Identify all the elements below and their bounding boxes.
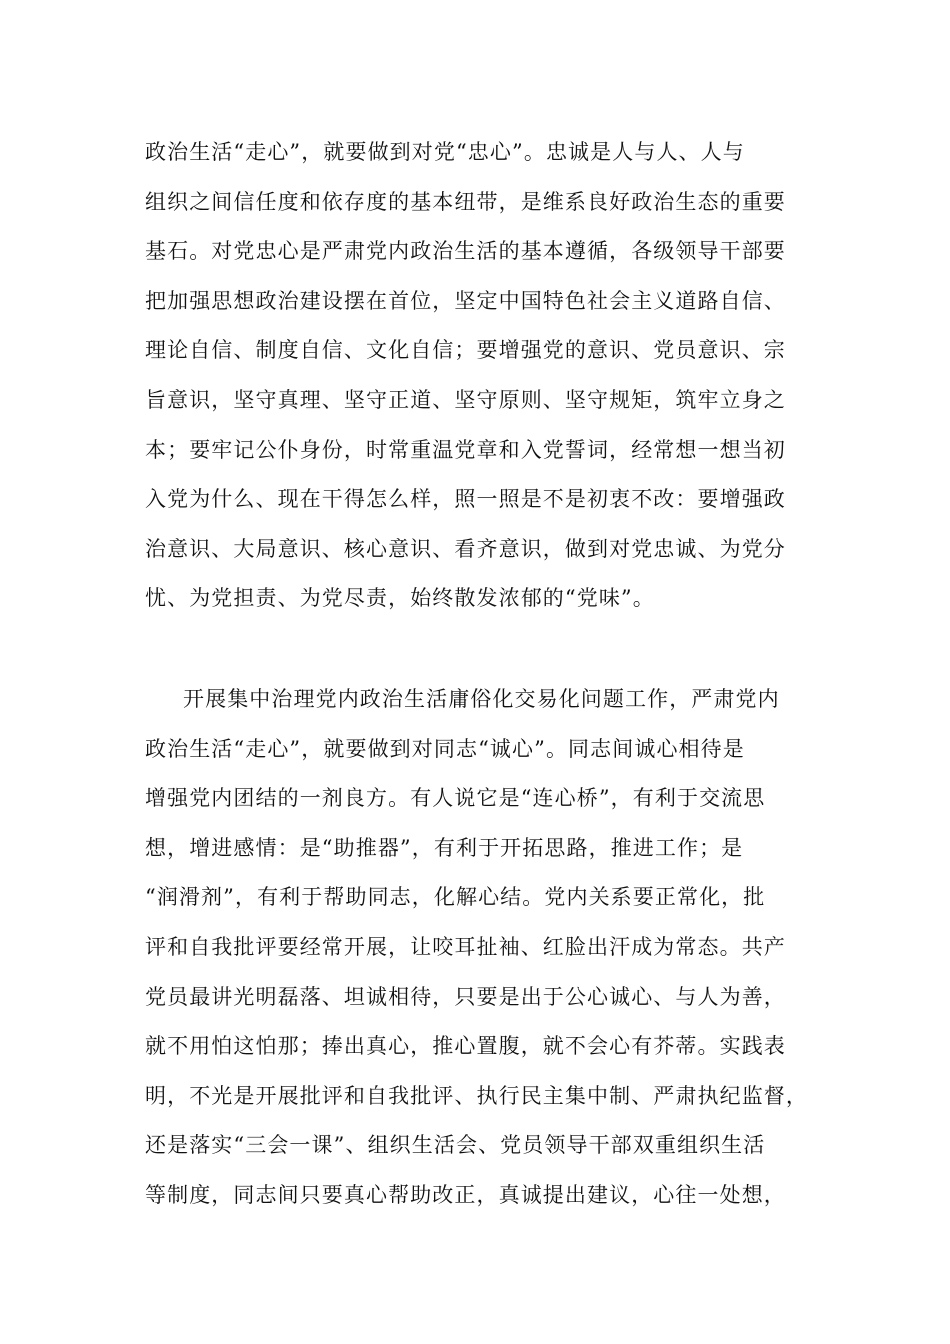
text-line: 旨意识，坚守真理、坚守正道、坚守原则、坚守规矩，筑牢立身之	[145, 387, 786, 412]
paragraph-sincerity-to-comrades	[145, 675, 825, 1221]
text-line: 治意识、大局意识、核心意识、看齐意识，做到对党忠诚、为党分	[145, 536, 786, 561]
text-line: 增强党内团结的一剂良方。有人说它是“连心桥”，有利于交流思	[145, 786, 766, 811]
text-line: 本；要牢记公仆身份，时常重温党章和入党誓词，经常想一想当初	[145, 437, 786, 462]
text-line: 忧、为党担责、为党尽责，始终散发浓郁的“党味”。	[145, 586, 655, 611]
text-line: 组织之间信任度和依存度的基本纽带，是维系良好政治生态的重要	[145, 189, 786, 214]
text-line: 入党为什么、现在干得怎么样，照一照是不是初衷不改：要增强政	[145, 487, 786, 512]
text-line: 基石。对党忠心是严肃党内政治生活的基本遵循，各级领导干部要	[145, 239, 786, 264]
text-line: 明，不光是开展批评和自我批评、执行民主集中制、严肃执纪监督，	[145, 1083, 808, 1108]
text-line: 理论自信、制度自信、文化自信；要增强党的意识、党员意识、宗	[145, 338, 786, 363]
text-line: 评和自我批评要经常开展，让咬耳扯袖、红脸出汗成为常态。共产	[145, 934, 786, 959]
text-line: 党员最讲光明磊落、坦诚相待，只要是出于公心诚心、与人为善，	[145, 984, 786, 1009]
text-line: “润滑剂”，有利于帮助同志，化解心结。党内关系要正常化，批	[145, 885, 766, 910]
text-line: 还是落实“三会一课”、组织生活会、党员领导干部双重组织生活	[145, 1133, 766, 1158]
text-line: 政治生活“走心”，就要做到对党“忠心”。忠诚是人与人、人与	[145, 140, 745, 164]
text-line: 政治生活“走心”，就要做到对同志“诚心”。同志间诚心相待是	[145, 736, 745, 761]
text-line: 开展集中治理党内政治生活庸俗化交易化问题工作，严肃党内	[183, 687, 780, 711]
text-line: 把加强思想政治建设摆在首位，坚定中国特色社会主义道路自信、	[145, 288, 786, 313]
paragraph-loyalty-to-party	[145, 128, 825, 624]
text-line: 想，增进感情：是“助推器”，有利于开拓思路，推进工作；是	[145, 835, 744, 860]
text-line: 就不用怕这怕那；捧出真心，推心置腹，就不会心有芥蒂。实践表	[145, 1034, 786, 1059]
text-line: 等制度，同志间只要真心帮助改正，真诚提出建议，心往一处想，	[145, 1182, 786, 1207]
